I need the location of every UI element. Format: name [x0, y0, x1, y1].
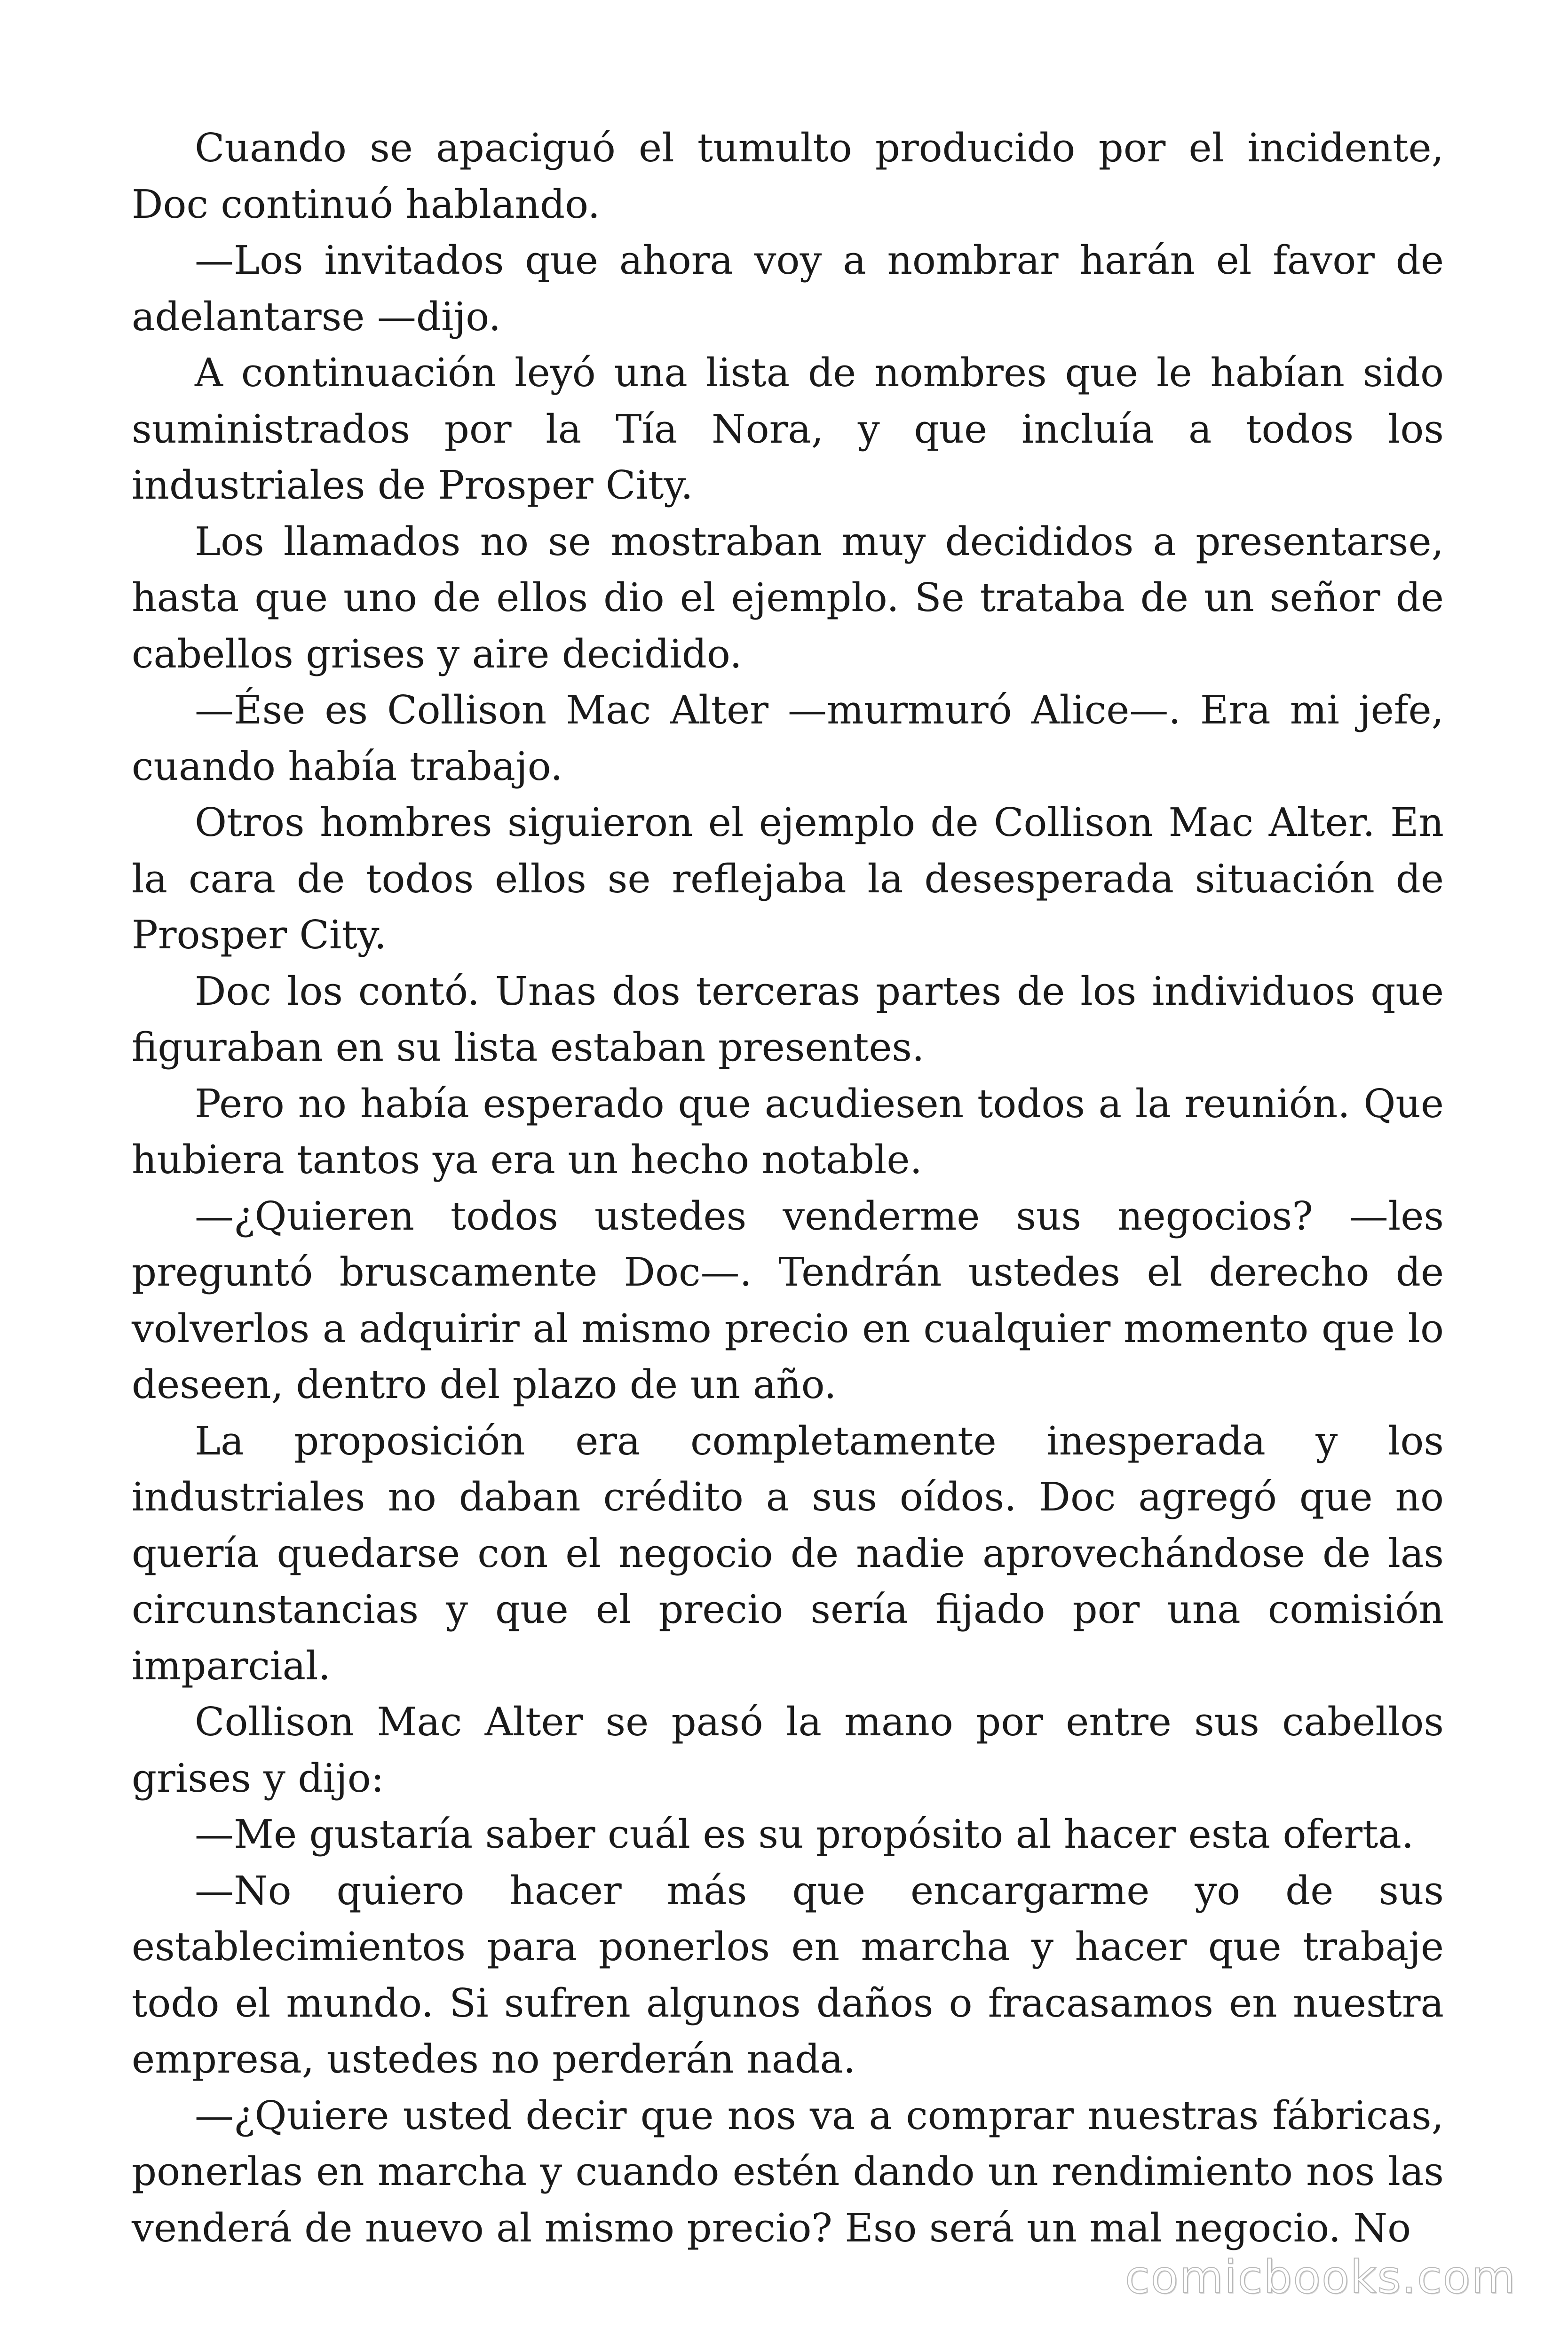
paragraph-7: Doc los contó. Unas dos terceras partes de los individuos que figuraban en su lista estaban presentes. — [132, 968, 1444, 1070]
paragraph-4: Los llamados no se mostraban muy decididos a presentarse, hasta que uno de ellos dio el ejemplo. Se trataba de un señor de cabellos grises y aire decidido. — [132, 518, 1444, 677]
paragraph-1: Cuando se apaciguó el tumulto producido por el incidente, Doc continuó hablando. — [132, 125, 1444, 227]
paragraph-14: —¿Quiere usted decir que nos va a comprar nuestras fábricas, ponerlas en marcha y cuando estén dando un rendimiento nos las venderá de nuevo al mismo precio? Eso será un mal negocio. No — [132, 2092, 1444, 2251]
paragraph-10: La proposición era completamente inesperada y los industriales no daban crédito a sus oídos. Doc agregó que no quería quedarse con el negocio de nadie aprovechándose de las circunstancias y que el precio sería fijado por una comisión imparcial. — [132, 1418, 1444, 1689]
paragraph-9: —¿Quieren todos ustedes venderme sus negocios? —les preguntó bruscamente Doc—. Tendrán ustedes el derecho de volverlos a adquirir al mismo precio en cualquier momento que lo deseen, dentro del plazo de un año. — [132, 1193, 1444, 1407]
paragraph-12: —Me gustaría saber cuál es su propósito al hacer esta oferta. — [195, 1812, 1414, 1857]
paragraph-2: —Los invitados que ahora voy a nombrar harán el favor de adelantarse —dijo. — [132, 238, 1444, 340]
paragraph-11: Collison Mac Alter se pasó la mano por entre sus cabellos grises y dijo: — [132, 1699, 1444, 1801]
site-watermark: comicbooks.com — [1125, 2251, 1516, 2304]
paragraph-13: —No quiero hacer más que encargarme yo de sus establecimientos para ponerlos en marcha y hacer que trabaje todo el mundo. Si sufren algunos daños o fracasamos en nuestra empresa, ustedes no perderán nada. — [132, 1867, 1444, 2082]
paragraph-8: Pero no había esperado que acudiesen todos a la reunión. Que hubiera tantos ya era un hecho notable. — [132, 1081, 1444, 1183]
paragraph-6: Otros hombres siguieron el ejemplo de Collison Mac Alter. En la cara de todos ellos se reflejaba la desesperada situación de Prosper City. — [132, 800, 1444, 958]
paragraph-3: A continuación leyó una lista de nombres que le habían sido suministrados por la Tía Nora, y que incluía a todos los industriales de Prosper City. — [132, 350, 1444, 508]
paragraph-5: —Ése es Collison Mac Alter —murmuró Alice—. Era mi jefe, cuando había trabajo. — [132, 687, 1444, 789]
body-text — [132, 120, 1444, 2256]
